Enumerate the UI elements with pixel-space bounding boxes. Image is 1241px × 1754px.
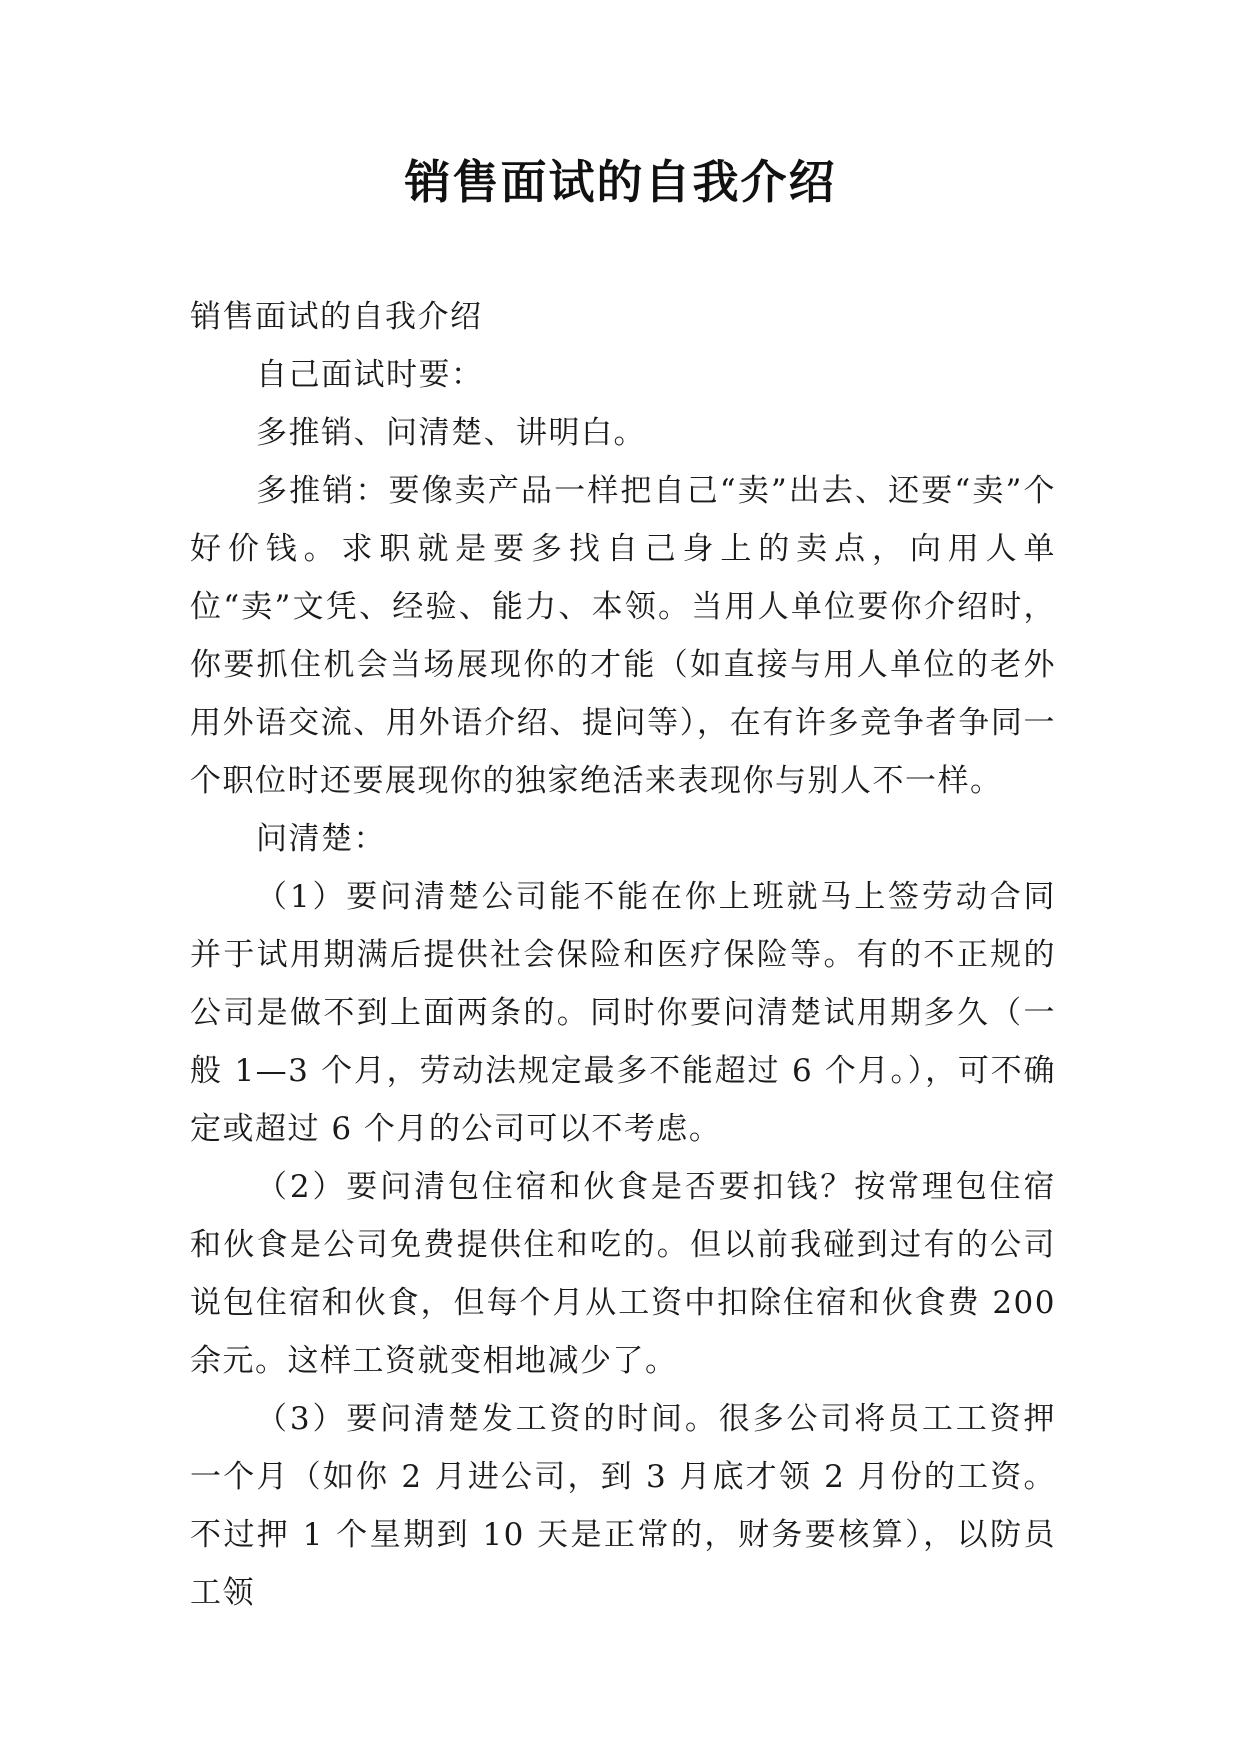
document-title: 销售面试的自我介绍 xyxy=(404,155,837,209)
document-body xyxy=(190,288,1056,1622)
paragraph-promote: 多推销：要像卖产品一样把自己“卖”出去、还要“卖”个好价钱。求职就是要多找自己身上的卖点，向用人单位“卖”文凭、经验、能力、本领。当用人单位要你介绍时，你要抓住机会当场展现你的才能（如直接与用人单位的老外用外语交流、用外语介绍、提问等），在有许多竞争者争同一个职位时还要展现你的独家绝活来表现你与别人不一样。 xyxy=(190,473,1056,799)
paragraph-heading: 销售面试的自我介绍 xyxy=(190,299,483,335)
paragraph-item-3: （3）要问清楚发工资的时间。很多公司将员工工资押一个月（如你 2 月进公司，到 3 月底才领 2 月份的工资。不过押 1 个星期到 10 天是正常的，财务要核算），以防员工领 xyxy=(190,1401,1056,1611)
paragraph-item-1: （1）要问清楚公司能不能在你上班就马上签劳动合同并于试用期满后提供社会保险和医疗保险等。有的不正规的公司是做不到上面两条的。同时你要问清楚试用期多久（一般 1—3 个月，劳动法规定最多不能超过 6 个月。），可不确定或超过 6 个月的公司可以不考虑。 xyxy=(190,879,1056,1147)
paragraph-item-2: （2）要问清包住宿和伙食是否要扣钱？按常理包住宿和伙食是公司免费提供住和吃的。但以前我碰到过有的公司说包住宿和伙食，但每个月从工资中扣除住宿和伙食费 200 余元。这样工资就变相地减少了。 xyxy=(190,1169,1056,1379)
paragraph-summary: 多推销、问清楚、讲明白。 xyxy=(256,415,646,451)
paragraph-intro: 自己面试时要： xyxy=(256,357,484,393)
paragraph-ask-heading: 问清楚： xyxy=(256,821,386,857)
